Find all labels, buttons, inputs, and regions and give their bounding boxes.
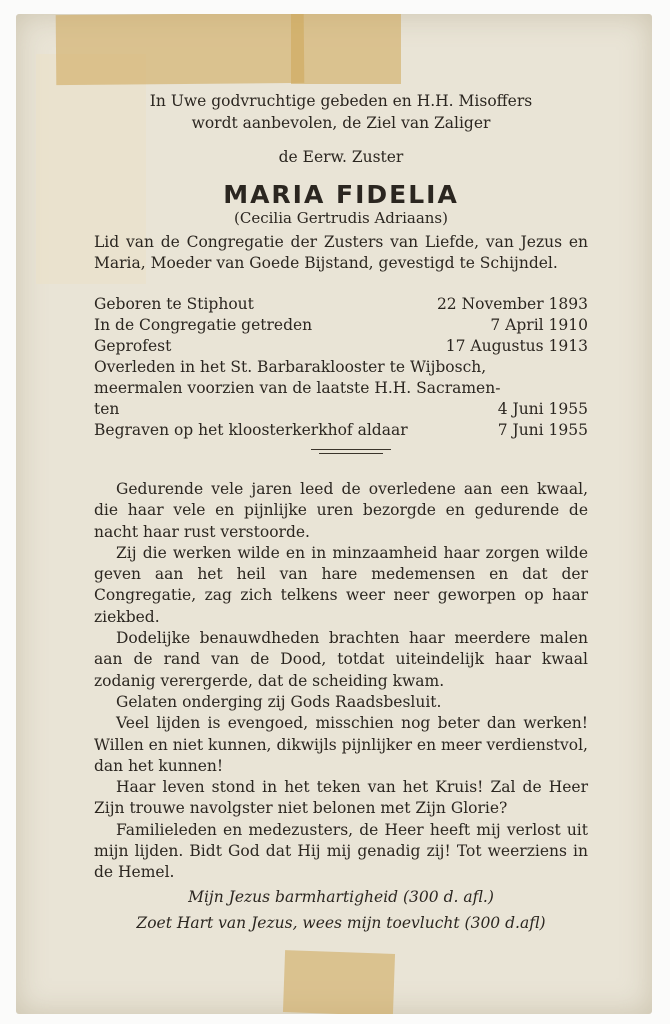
death-line-2: meermalen voorzien van de laatste H.H. Sacramen- (94, 379, 501, 397)
date-row (94, 294, 588, 315)
intro-line-1: In Uwe godvruchtige gebeden en H.H. Misoffers (149, 92, 533, 110)
date-label: Geprofest (94, 337, 172, 355)
prayer-line: Mijn Jezus barmhartigheid (300 d. afl.) (188, 888, 494, 906)
tape-strip-left (56, 14, 305, 85)
death-label: ten (94, 400, 120, 418)
memorial-card (16, 14, 652, 1014)
burial-row (94, 420, 588, 441)
date-row (94, 315, 588, 336)
date-label: Geboren te Stiphout (94, 295, 254, 313)
title-prefix: de Eerw. Zuster (278, 148, 404, 166)
dates-block (94, 294, 588, 441)
paragraph: Dodelijke benauwdheden brachten haar meerdere malen aan de rand van de Dood, totdat uiteindelijk haar kwaal zodanig verergerde, dat de scheiding kwam. (94, 629, 588, 690)
date-row (94, 336, 588, 357)
paragraph: Veel lijden is evengoed, misschien nog beter dan werken! Willen en niet kunnen, dikwijls pijnlijker en meer verdienstvol, dan het kunnen! (94, 714, 588, 775)
body-text (94, 479, 588, 884)
divider-line (311, 449, 391, 450)
burial-label: Begraven op het kloosterkerkhof aldaar (94, 421, 408, 439)
date-value: 17 Augustus 1913 (445, 337, 588, 355)
date-value: 22 November 1893 (436, 295, 588, 313)
death-line-1: Overleden in het St. Barbaraklooster te Wijbosch, (94, 358, 487, 376)
birth-name: (Cecilia Gertrudis Adriaans) (234, 209, 448, 227)
deceased-name: MARIA FIDELIA (223, 180, 459, 209)
death-date: 4 Juni 1955 (497, 400, 588, 418)
burial-date: 7 Juni 1955 (497, 421, 588, 439)
paragraph: Zij die werken wilde en in minzaamheid haar zorgen wilde geven aan het heil van hare medemensen en dat der Congregatie, zag zich telkens weer neer geworpen op haar ziekbed. (94, 543, 588, 626)
paragraph: Familieleden en medezusters, de Heer heeft mij verlost uit mijn lijden. Bidt God dat Hij mij genadig zij! Tot weerziens in de Hemel. (94, 820, 588, 882)
date-label: In de Congregatie getreden (94, 316, 313, 334)
paragraph: Gelaten onderging zij Gods Raadsbesluit. (116, 692, 442, 711)
paragraph: Haar leven stond in het teken van het Kruis! Zal de Heer Zijn trouwe navolgster niet belonen met Zijn Glorie? (94, 778, 588, 818)
date-value: 7 April 1910 (490, 316, 588, 334)
congregation-text: Lid van de Congregatie der Zusters van Liefde, van Jezus en Maria, Moeder van Goede Bijstand, gevestigd te Schijndel. (94, 233, 588, 272)
prayers-block (94, 884, 588, 936)
death-row (94, 399, 588, 420)
prayer-line: Zoet Hart van Jezus, wees mijn toevlucht (300 d.afl) (136, 914, 546, 932)
tape-strip-bottom (283, 950, 395, 1014)
intro-text (94, 90, 588, 134)
divider-line-short (319, 453, 383, 454)
tape-strip-right (291, 14, 401, 84)
intro-line-2: wordt aanbevolen, de Ziel van Zaliger (191, 114, 491, 132)
paragraph: Gedurende vele jaren leed de overledene aan een kwaal, die haar vele en pijnlijke uren bezorgde en gedurende de nacht haar rust verstoorde. (94, 480, 588, 541)
